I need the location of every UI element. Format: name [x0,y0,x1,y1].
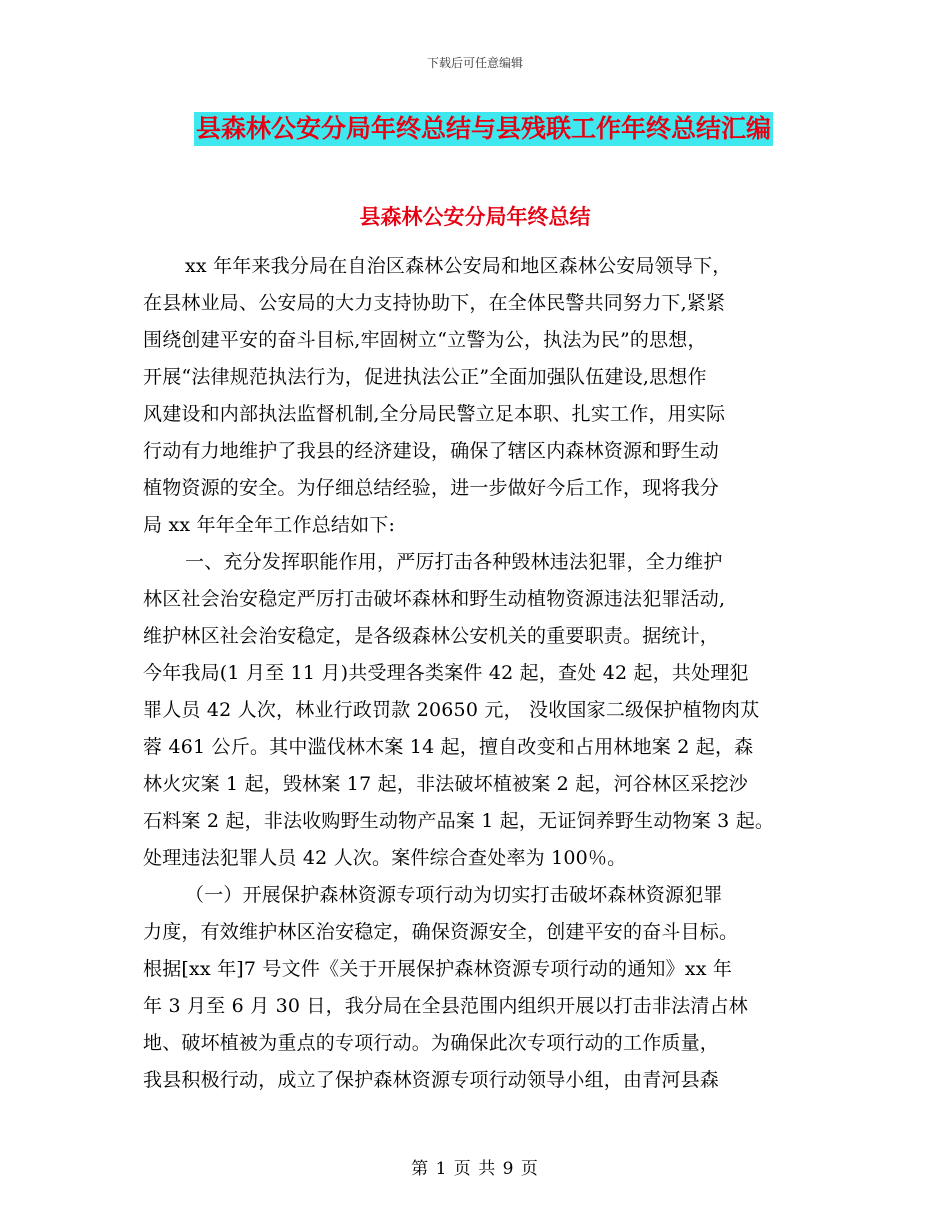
paragraph-line: 林火灾案 1 起，毁林案 17 起，非法破坏植被案 2 起，河谷林区采挖沙 [143,773,748,795]
paragraph-line: 开展“法律规范执法行为，促进执法公正”全面加强队伍建设,思想作 [143,366,707,388]
paragraph-line: 局 xx 年年全年工作总结如下: [143,514,396,536]
paragraph-line: 我县积极行动，成立了保护森林资源专项行动领导小组，由青河县森 [143,1069,720,1091]
paragraph-line: 行动有力地维护了我县的经济建设，确保了辖区内森林资源和野生动 [143,440,720,462]
paragraph-line: 根据[xx 年]7 号文件《关于开展保护森林资源专项行动的通知》xx 年 [143,958,733,980]
paragraph-line: 处理违法犯罪人员 42 人次。案件综合查处率为 100％。 [143,847,627,869]
paragraph-line: 林区社会治安稳定严厉打击破坏森林和野生动植物资源违法犯罪活动, [143,588,726,610]
paragraph-line: 今年我局(1 月至 11 月)共受理各类案件 42 起，查处 42 起，共处理犯 [143,662,749,684]
paragraph-line: 在县林业局、公安局的大力支持协助下，在全体民警共同努力下,紧紧 [143,292,726,314]
paragraph-line: 蓉 461 公斤。其中滥伐林木案 14 起，擅自改变和占用林地案 2 起，森 [143,736,754,758]
main-title-container [194,112,773,146]
paragraph-line: 一、充分发挥职能作用，严厉打击各种毁林违法犯罪，全力维护 [185,551,723,573]
paragraph-line: 罪人员 42 人次，林业行政罚款 20650 元， 没收国家二级保护植物肉苁 [143,699,760,721]
page-footer: 第 1 页 共 9 页 [411,1159,539,1179]
paragraph-line: xx 年年来我分局在自治区森林公安局和地区森林公安局领导下， [185,255,732,277]
header-note: 下载后可任意编辑 [426,56,523,70]
paragraph-line: 地、破坏植被为重点的专项行动。为确保此次专项行动的工作质量， [143,1032,720,1054]
paragraph-line: 力度，有效维护林区治安稳定，确保资源安全，创建平安的奋斗目标。 [143,921,739,943]
section-title: 县森林公安分局年终总结 [359,205,591,229]
paragraph-line: 石料案 2 起，非法收购野生动物产品案 1 起，无证饲养野生动物案 3 起。 [143,810,775,832]
paragraph-line: 围绕创建平安的奋斗目标,牢固树立“立警为公，执法为民”的思想， [143,329,707,351]
paragraph-line: 维护林区社会治安稳定，是各级森林公安机关的重要职责。据统计， [143,625,720,647]
paragraph-line: 植物资源的安全。为仔细总结经验，进一步做好今后工作，现将我分 [143,477,720,499]
paragraph-line: 风建设和内部执法监督机制,全分局民警立足本职、扎实工作，用实际 [143,403,726,425]
body-text [143,248,823,1099]
paragraph-line: （一）开展保护森林资源专项行动为切实打击破坏森林资源犯罪 [185,884,723,906]
main-title: 县森林公安分局年终总结与县残联工作年终总结汇编 [194,112,773,146]
paragraph-line: 年 3 月至 6 月 30 日，我分局在全县范围内组织开展以打击非法清占林 [143,995,748,1017]
